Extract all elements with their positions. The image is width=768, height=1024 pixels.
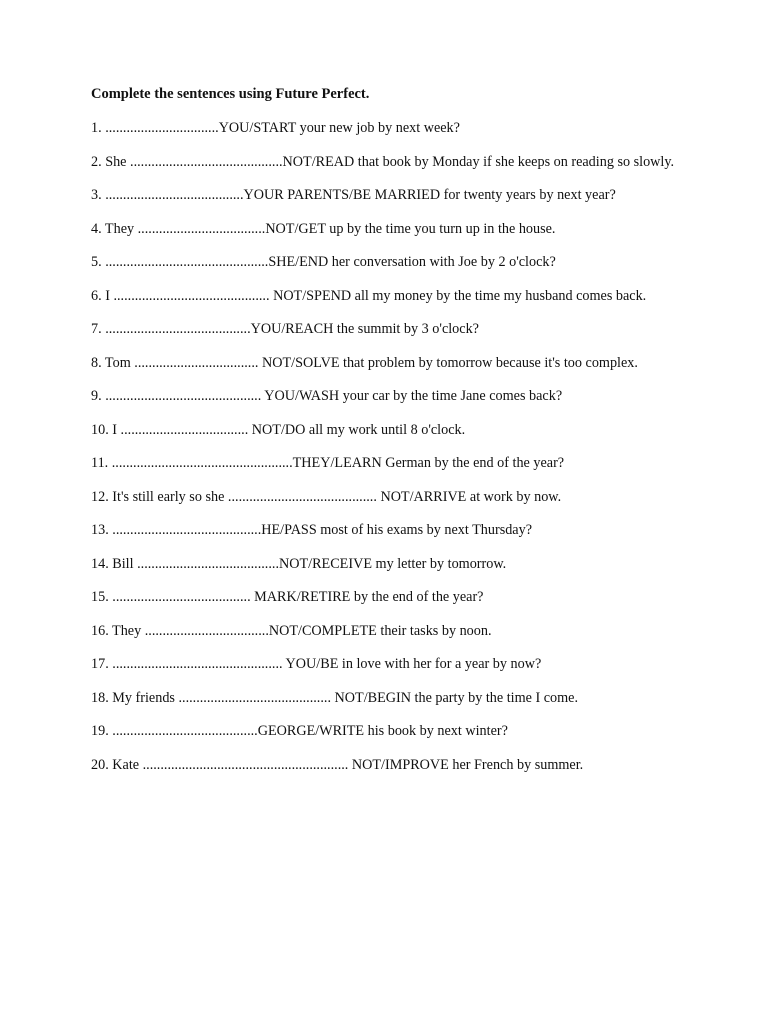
worksheet-title: Complete the sentences using Future Perfect. (91, 86, 370, 102)
sentence-item-17: 17. ................................................ YOU/BE in love with her for a year by now? (91, 656, 542, 672)
sentence-item-1: 1. ................................YOU/START your new job by next week? (91, 120, 460, 136)
sentence-item-19: 19. .........................................GEORGE/WRITE his book by next winter? (91, 723, 508, 739)
sentence-item-4: 4. They ....................................NOT/GET up by the time you turn up in the house. (91, 220, 556, 237)
sentence-item-16: 16. They ...................................NOT/COMPLETE their tasks by noon. (91, 622, 492, 639)
sentence-item-8: 8. Tom ................................... NOT/SOLVE that problem by tomorrow because it's too complex. (91, 354, 638, 371)
sentence-list (91, 120, 681, 773)
sentence-item-13: 13. ..........................................HE/PASS most of his exams by next Thursday? (91, 522, 532, 538)
sentence-item-18: 18. My friends ........................................... NOT/BEGIN the party by the time I come. (91, 689, 579, 706)
sentence-item-9: 9. ............................................ YOU/WASH your car by the time Jane comes back? (91, 388, 563, 404)
sentence-item-20: 20. Kate .......................................................... NOT/IMPROVE her French by summer. (91, 756, 584, 773)
sentence-item-15: 15. ....................................... MARK/RETIRE by the end of the year? (91, 589, 484, 605)
sentence-item-12: 12. It's still early so she .......................................... NOT/ARRIVE at work by now. (91, 488, 562, 505)
sentence-item-5: 5. ..............................................SHE/END her conversation with Joe by 2 o'clock? (91, 254, 556, 270)
sentence-item-3: 3. .......................................YOUR PARENTS/BE MARRIED for twenty years by next year? (91, 187, 616, 203)
sentence-item-6: 6. I ............................................ NOT/SPEND all my money by the time my husband comes back. (91, 287, 647, 304)
worksheet-page (91, 86, 681, 790)
sentence-item-11: 11. ...................................................THEY/LEARN German by the end of the year? (91, 455, 565, 471)
sentence-item-10: 10. I .................................... NOT/DO all my work until 8 o'clock. (91, 421, 466, 438)
sentence-item-14: 14. Bill ........................................NOT/RECEIVE my letter by tomorrow. (91, 555, 507, 572)
sentence-item-2: 2. She ...........................................NOT/READ that book by Monday if she keeps on reading so slowly. (91, 153, 675, 170)
sentence-item-7: 7. .........................................YOU/REACH the summit by 3 o'clock? (91, 321, 479, 337)
